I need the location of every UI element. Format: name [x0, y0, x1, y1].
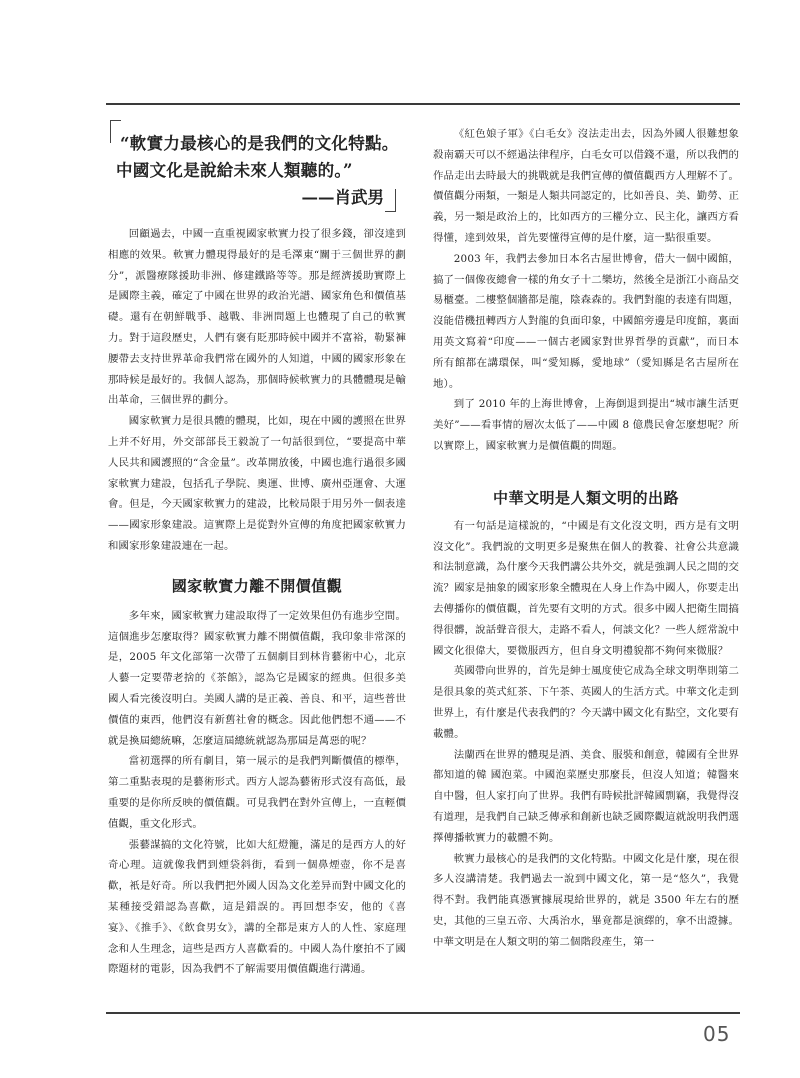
right-column [433, 124, 739, 952]
quote-line-1: “軟實力最核心的是我們的文化特點。 [120, 134, 399, 153]
top-rule [106, 103, 740, 105]
quote-line-2: 中國文化是說給未來人類聽的。” [116, 161, 353, 180]
body-paragraph: 多年來，國家軟實力建設取得了一定效果但仍有進步空間。這個進步怎麼取得？國家軟實力離不開價值觀，我印象非常深的是，2005 年文化部第一次帶了五個劇目到林肯藝術中心，北京人藝一定要帶老捨的《茶館》，認為它是國家的經典。但很多美國人看完後沒明白。美國人講的是正義、善良、和平，這些普世價值的東西，他們沒有新舊社會的概念。因此他們想不通——不就是換屆總統嘛，怎麼這屆總統就認為那屆是萬惡的呢？ [108, 609, 406, 747]
section-heading: 中華文明是人類文明的出路 [492, 488, 679, 507]
right-body-a [433, 124, 739, 457]
body-paragraph: 英國帶向世界的，首先是紳士風度使它成為全球文明準則第二是很具象的英式紅茶、下午茶、英國人的生活方式。中華文化走到世界上，有什麼是代表我們的？今天講中國文化有點空，文化要有載體。 [433, 665, 739, 740]
left-body-b [108, 606, 406, 980]
quote-author: ——肖武男 [301, 188, 384, 207]
right-body-b [433, 516, 739, 953]
bottom-rule [106, 1012, 740, 1014]
body-paragraph: 2003 年，我們去參加日本名古屋世博會，借大一個中國館，搞了一個像夜總會一樣的角女子十二樂坊，然後全是浙江小商品交易櫃臺。二樓整個牆都是龍，陰森森的。我們對龍的表達有問題，沒能借機扭轉西方人對龍的負面印象，中國館旁邊是印度館，裏面用英文寫着“印度——一個古老國家對世界哲學的貢獻”，而日本所有館都在講環保，叫“愛知縣，愛地球”（愛知縣是名古屋所在地）。 [433, 252, 739, 390]
body-paragraph: 國家軟實力是很具體的體現，比如，現在中國的護照在世界上并不好用，外交部部長王毅說了一句話很到位，“要提高中華人民共和國護照的“含金量”。改革開放後，中國也進行過很多國家軟實力建設，包括孔子學院、奧運、世博、廣州亞運會、大運會。但是，今天國家軟實力的建設，比較局限于用另外一個表達——國家形象建設。這實際上是從對外宣傳的角度把國家軟實力和國家形象建設連在一起。 [108, 415, 406, 552]
left-column [108, 118, 406, 980]
body-paragraph: 到了 2010 年的上海世博會，上海倒退到提出“城市讓生活更美好”——看事情的層次太低了——中國 8 億農民會怎麼想呢？所以實際上，國家軟實力是價值觀的問題。 [433, 398, 739, 452]
left-body-a [108, 224, 406, 557]
body-paragraph: 軟實力最核心的是我們的文化特點。中國文化是什麼，現在很多人沒講清楚。我們過去一說到中國文化，第一是“悠久”，我覺得不對。我們能真憑實據展現給世界的，就是 3500 年左右的歷史，其他的三皇五帝、大禹治水，畢竟都是演繹的，拿不出證據。中華文明是在人類文明的第二個階段產生，第一 [433, 852, 739, 948]
body-paragraph: 《紅色娘子軍》《白毛女》沒法走出去，因為外國人很難想象殺南霸天可以不經過法律程序，白毛女可以借錢不還，所以我們的作品走出去時最大的挑戰就是我們宣傳的價值觀西方人理解不了。價值觀分兩類，一類是人類共同認定的，比如善良、美、勤勞、正義，另一類是政治上的，比如西方的三權分立、民主化，讓西方看得懂，達到效果，首先要懂得宣傳的是什麼，這一點很重要。 [433, 128, 739, 244]
body-paragraph: 張藝謀搞的文化符號，比如大紅燈籠，滿足的是西方人的好奇心理。這就像我們到煙袋斜街，看到一個鼻煙壺，你不是喜歡，衹是好奇。所以我們把外國人因為文化差异而對中國文化的某種接受錯認為喜歡，這是錯誤的。再回想李安，他的《喜宴》、《推手》、《飲食男女》，講的全都是東方人的人性、家庭理念和人生理念，這些是西方人喜歡看的。中國人為什麼拍不了國際題材的電影，因為我們不了解需要用價值觀進行溝通。 [108, 838, 406, 976]
body-paragraph: 回顧過去，中國一直重視國家軟實力投了很多錢，卻沒達到相應的效果。軟實力體現得最好的是毛澤東“關于三個世界的劃分”，派醫療隊援助非洲、修建鐵路等等。那是經濟援助實際上是國際主義，確定了中國在世界的政治光譜、國家角色和價值基礎。還有在朝鮮戰爭、越戰、非洲問題上也體現了自己的軟實力。對于這段歷史，人們有褒有貶那時候中國并不富裕，勒緊褲腰帶去支持世界革命我們常在國外的人知道，中國的國家形象在那時候是最好的。我個人認為，那個時候軟實力的具體體現是輸出革命，三個世界的劃分。 [108, 228, 406, 407]
quote-bracket-bottom-right [385, 189, 396, 212]
page-number: 05 [703, 1022, 731, 1046]
body-paragraph: 有一句話是這樣說的，“中國是有文化沒文明，西方是有文明沒文化”。我們說的文明更多是聚焦在個人的教養、社會公共意識和法制意識，為什麼今天我們講公共外交，就是強調人民之間的交流？國家是抽象的國家形象全體現在人身上作為中國人，你要走出去傳播你的價值觀，首先要有文明的方式。很多中國人把衛生間搞得很髒，說話聲音很大，走路不看人，何談文化？一些人經常說中國文化很偉大，要微服西方，但自身文明禮貌都不夠何來微服？ [433, 519, 739, 657]
pull-quote [110, 118, 399, 212]
body-paragraph: 法蘭西在世界的體現是酒、美食、服裝和創意，韓國有全世界都知道的韓 國泡菜。中國泡菜歷史那麼長，但沒人知道；韓醫來自中醫，但人家打向了世界。我們有時候批評韓國剽竊，我覺得沒有道理，是我們自己缺乏傳承和創新也缺乏國際觀這就說明我們選擇傳播軟實力的載體不夠。 [433, 748, 739, 844]
body-paragraph: 當初選擇的所有劇目，第一展示的是我們判斷價值的標準，第二重點表現的是藝術形式。西方人認為藝術形式沒有高低，最重要的是你所反映的價值觀。可見我們在對外宣傳上，一直輕價值觀，重文化形式。 [108, 755, 406, 830]
section-heading: 國家軟實力離不開價值觀 [171, 576, 343, 595]
